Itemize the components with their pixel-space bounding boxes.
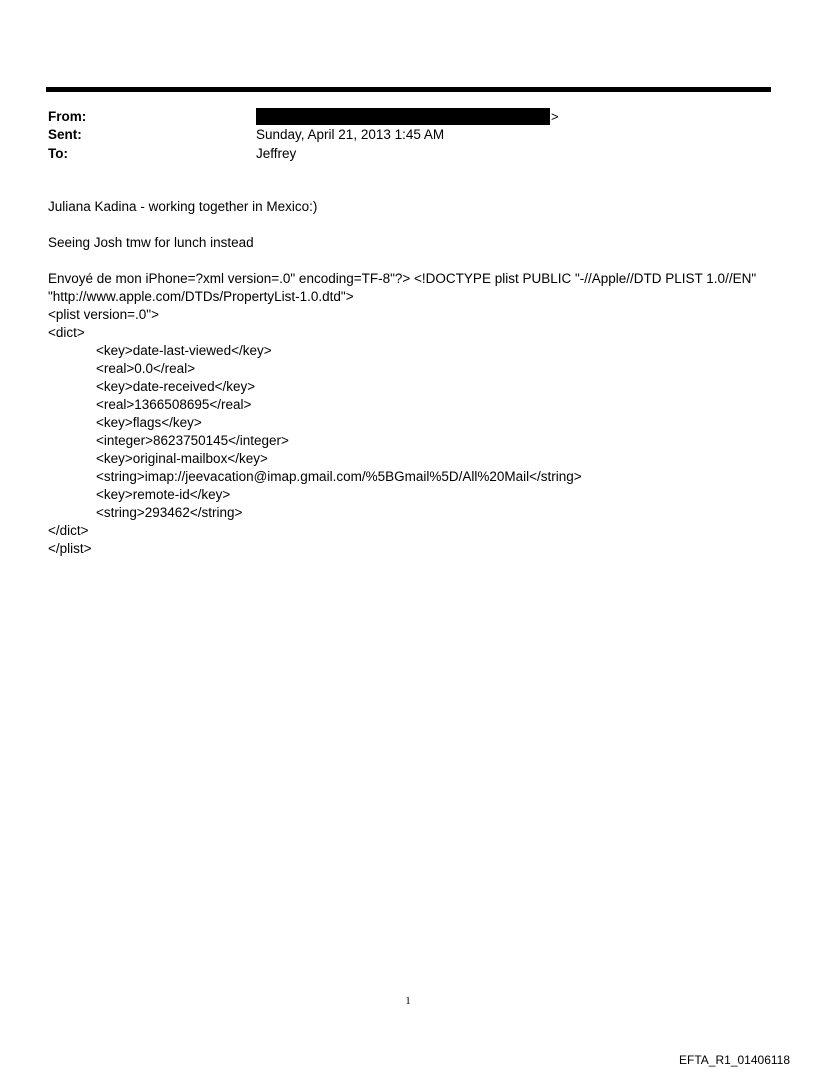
dict-entry: <key>remote-id</key> — [96, 487, 231, 502]
sent-label: Sent: — [48, 127, 82, 142]
dict-entry: <key>original-mailbox</key> — [96, 451, 268, 466]
body-line-subject: Juliana Kadina - working together in Mexico:) — [48, 199, 318, 214]
from-suffix: > — [551, 109, 559, 124]
from-label: From: — [48, 109, 87, 124]
dict-entry: <key>date-last-viewed</key> — [96, 343, 272, 358]
dict-entry: <integer>8623750145</integer> — [96, 433, 289, 448]
redacted-sender — [256, 108, 550, 125]
dict-entry: <real>0.0</real> — [96, 361, 196, 376]
to-label: To: — [48, 146, 68, 161]
dict-entry: <key>flags</key> — [96, 415, 202, 430]
body-line-plist-close: </plist> — [48, 541, 92, 556]
body-line-dict-close: </dict> — [48, 523, 89, 538]
body-line-plist-open: <plist version=.0"> — [48, 307, 159, 322]
to-value: Jeffrey — [256, 146, 297, 161]
dict-entry: <string>imap://jeevacation@imap.gmail.com/%5BGmail%5D/All%20Mail</string> — [96, 469, 582, 484]
dict-entry: <key>date-received</key> — [96, 379, 256, 394]
dict-entry: <real>1366508695</real> — [96, 397, 252, 412]
page-number: 1 — [405, 995, 411, 1007]
body-line-message: Seeing Josh tmw for lunch instead — [48, 235, 254, 250]
body-line-dtd: "http://www.apple.com/DTDs/PropertyList-1.0.dtd"> — [48, 289, 354, 304]
header-rule — [46, 87, 771, 92]
dict-entry: <string>293462</string> — [96, 505, 243, 520]
sent-value: Sunday, April 21, 2013 1:45 AM — [256, 127, 445, 142]
body-line-signature: Envoyé de mon iPhone=?xml version=.0" encoding=TF-8"?> <!DOCTYPE plist PUBLIC "-//Apple//DTD PLIST 1.0//EN" — [48, 271, 757, 286]
body-line-dict-open: <dict> — [48, 325, 85, 340]
document-id: EFTA_R1_01406118 — [679, 1053, 790, 1067]
